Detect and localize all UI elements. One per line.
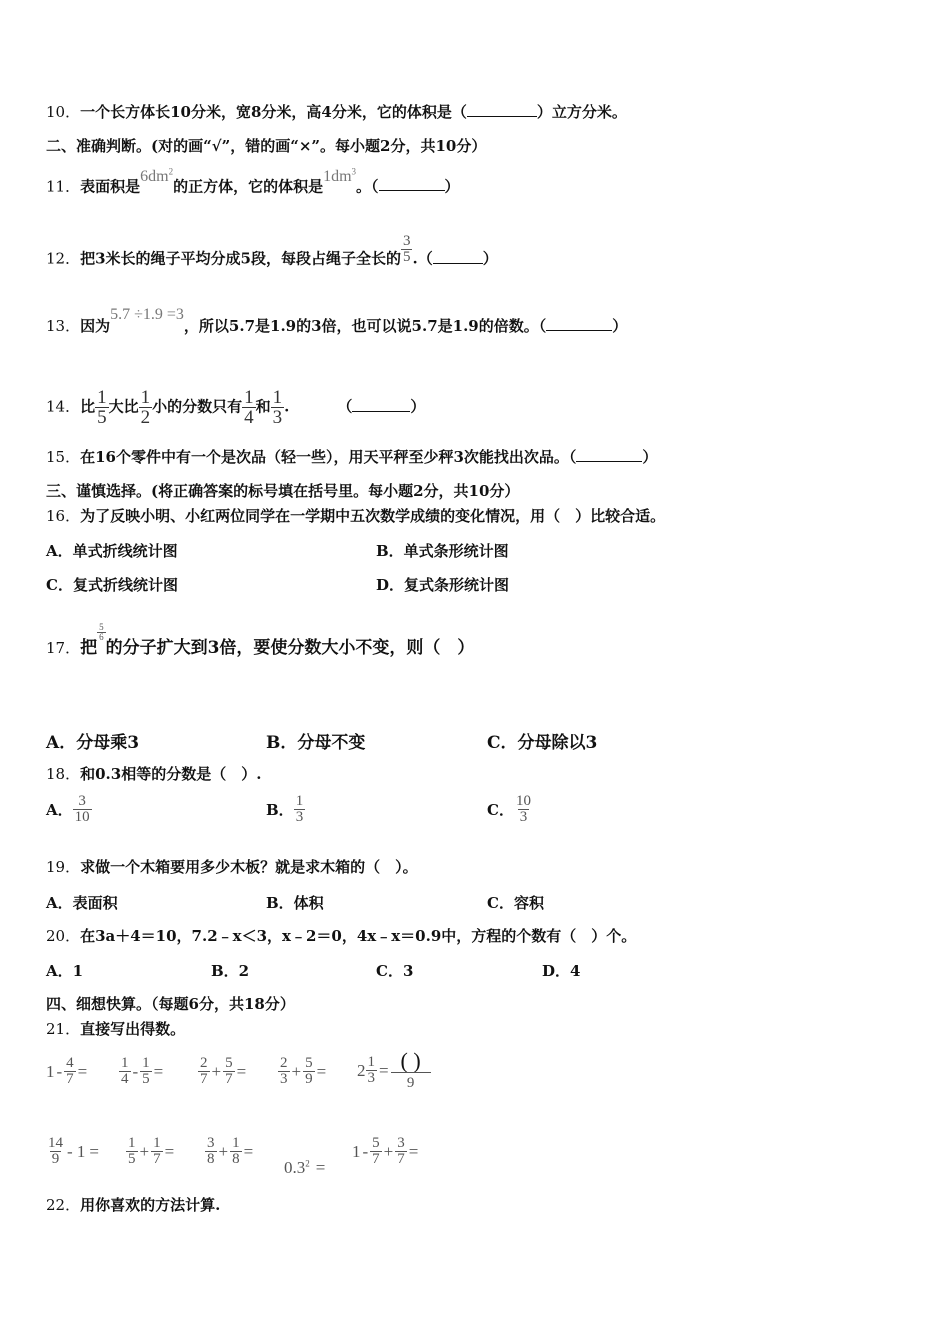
denominator: 5 <box>128 1151 136 1167</box>
question-text-tail: ） <box>612 317 628 335</box>
numerator: 10 <box>515 793 531 809</box>
operator: - <box>132 1061 139 1081</box>
numerator: 1 <box>272 387 283 408</box>
question-number: 22． <box>46 1196 81 1214</box>
fraction-10-3 <box>514 794 533 825</box>
denominator: 3 <box>280 1071 288 1087</box>
denominator: 7 <box>225 1071 233 1087</box>
option-a[interactable]: A．分母乘3 <box>46 733 140 753</box>
question-number: 14． <box>46 397 81 416</box>
expression-2 <box>119 1056 165 1087</box>
question-number: 16． <box>46 507 81 525</box>
question-number: 11． <box>46 177 81 196</box>
fraction <box>126 1136 138 1167</box>
numerator: 2 <box>200 1055 208 1071</box>
numerator: 1 <box>121 1055 129 1071</box>
option-label: B． <box>266 801 294 819</box>
question-15 <box>46 447 657 467</box>
question-17 <box>46 622 475 658</box>
denominator: 4 <box>121 1071 129 1087</box>
equals-sign: = <box>236 1061 247 1081</box>
numerator: 1 <box>232 1135 240 1151</box>
section-2-title <box>46 136 486 156</box>
expression-10 <box>352 1136 420 1167</box>
math-base: 1dm <box>323 168 352 186</box>
question-10 <box>46 102 627 122</box>
denominator: 7 <box>372 1151 380 1167</box>
fraction-3-10 <box>73 794 92 825</box>
answer-blank[interactable] <box>576 447 642 462</box>
question-19 <box>46 857 418 877</box>
option-b[interactable]: B．体积 <box>266 894 324 912</box>
numerator: 3 <box>78 793 86 809</box>
question-number: 21． <box>46 1020 81 1038</box>
fill-in-fraction[interactable] <box>391 1050 431 1091</box>
operator: + <box>139 1141 150 1161</box>
numerator: 1 <box>140 387 151 408</box>
numerator: 5 <box>372 1135 380 1151</box>
question-number: 20． <box>46 927 81 945</box>
numerator: 1 <box>142 1055 150 1071</box>
numerator: 1 <box>153 1135 161 1151</box>
option-a[interactable]: A．表面积 <box>46 894 118 912</box>
power-base: 0.3 <box>284 1158 306 1177</box>
question-text: 把 <box>80 638 98 658</box>
question-18 <box>46 764 261 784</box>
numerator: 1 <box>295 793 304 809</box>
numerator: 5 <box>225 1055 233 1071</box>
expression-3 <box>198 1056 248 1087</box>
operator: - <box>56 1061 63 1081</box>
question-text: 用你喜欢的方法计算. <box>80 1196 221 1214</box>
fraction <box>230 1136 242 1167</box>
math-exponent: 2 <box>168 167 174 177</box>
equals-sign: = <box>315 1158 326 1177</box>
fraction <box>205 1136 217 1167</box>
question-text-tail: ） <box>410 397 426 416</box>
denominator: 5 <box>402 249 411 265</box>
denominator: 6 <box>99 632 104 642</box>
fraction <box>278 1056 290 1087</box>
denominator: 7 <box>66 1071 74 1087</box>
fraction-1-5 <box>95 388 109 427</box>
question-13 <box>46 306 628 337</box>
question-11 <box>46 167 460 197</box>
fraction <box>119 1056 131 1087</box>
answer-blank[interactable] <box>352 397 410 412</box>
equals-sign: = <box>153 1061 164 1081</box>
math-division: 5.7 ÷1.9 =3 <box>110 306 184 323</box>
fraction-1-3 <box>271 388 285 427</box>
option-b[interactable]: B．单式条形统计图 <box>376 542 509 560</box>
equals-sign: = <box>379 1060 389 1080</box>
denominator: 8 <box>232 1151 240 1167</box>
option-d[interactable]: D．4 <box>542 962 581 980</box>
equals-sign: = <box>408 1141 419 1161</box>
expression-5 <box>357 1050 431 1091</box>
section-title-text: 二、准确判断。(对的画“√”，错的画“×”。每小题2分，共10分） <box>46 137 487 155</box>
question-number: 19． <box>46 858 81 876</box>
question-21 <box>46 1019 185 1039</box>
denominator: 3 <box>272 407 283 428</box>
denominator: 5 <box>142 1071 150 1087</box>
option-c[interactable]: C．3 <box>376 962 414 980</box>
question-number: 17． <box>46 639 81 657</box>
question-14 <box>46 388 425 427</box>
question-number: 12． <box>46 249 81 268</box>
denominator: 3 <box>367 1070 375 1086</box>
denominator: 7 <box>397 1151 405 1167</box>
fraction <box>198 1056 210 1087</box>
numerator: 3 <box>207 1135 215 1151</box>
option-label: C． <box>487 801 514 819</box>
question-text: 。（ <box>356 177 379 196</box>
question-text: . <box>284 397 290 416</box>
option-a[interactable]: A．1 <box>46 962 84 980</box>
denominator: 3 <box>519 809 528 825</box>
option-d[interactable]: D．复式条形统计图 <box>376 576 510 594</box>
question-text: 比 <box>80 397 96 416</box>
option-c[interactable]: C．容积 <box>487 894 544 912</box>
operator: + <box>218 1141 229 1161</box>
denominator: 7 <box>200 1071 208 1087</box>
denominator: 2 <box>140 407 151 428</box>
whole-number: 1 <box>352 1141 361 1161</box>
denominator: 8 <box>207 1151 215 1167</box>
question-text: 在3a＋4＝10，7.2﹣x＜3，x﹣2＝0，4x﹣x＝0.9中，方程的个数有（ ）个。 <box>80 927 637 945</box>
equals-sign: = <box>164 1141 175 1161</box>
numerator: 5 <box>99 622 104 632</box>
answer-blank[interactable] <box>433 249 483 264</box>
fraction-3-5 <box>401 234 413 265</box>
operator: + <box>211 1061 222 1081</box>
equals-sign: = <box>89 1141 100 1161</box>
numerator: 1 <box>367 1054 375 1070</box>
section-title-text: 四、细想快算。（每题6分，共18分） <box>46 995 295 1013</box>
math-area-6dm2 <box>140 168 173 185</box>
denominator: 10 <box>74 809 90 825</box>
question-text-tail: ） <box>482 249 498 268</box>
question-20 <box>46 926 636 946</box>
fraction-1-3 <box>294 794 306 825</box>
option-b[interactable]: B．2 <box>211 962 250 980</box>
question-text-tail: ） <box>642 448 658 466</box>
math-volume-1dm3 <box>323 168 356 185</box>
expression-8 <box>205 1136 255 1167</box>
option-c[interactable] <box>487 794 533 825</box>
option-label: A． <box>46 801 73 819</box>
question-text-tail: ） <box>444 177 460 196</box>
equals-sign: = <box>316 1061 327 1081</box>
operator: - 1 <box>67 1141 86 1161</box>
question-number: 10． <box>46 103 81 121</box>
fraction <box>64 1056 76 1087</box>
expression-4 <box>278 1056 328 1087</box>
operator: + <box>383 1141 394 1161</box>
fraction <box>303 1056 315 1087</box>
numerator: 1 <box>244 387 254 408</box>
option-b[interactable] <box>266 794 305 825</box>
question-text: 在16个零件中有一个是次品（轻一些），用天平秤至少秤3次能找出次品。（ <box>80 448 577 466</box>
question-text: 小的分数只有 <box>152 397 243 416</box>
numerator: 1 <box>128 1135 136 1151</box>
power-expression <box>284 1158 310 1178</box>
fraction <box>370 1136 382 1167</box>
denominator: 9 <box>51 1151 60 1167</box>
numerator: 14 <box>48 1135 63 1151</box>
question-text: .（ <box>412 249 433 268</box>
section-title-text: 三、谨慎选择。(将正确答案的标号填在括号里。每小题2分，共10分） <box>46 482 520 500</box>
question-text: 直接写出得数。 <box>80 1020 186 1038</box>
question-text: 一个长方体长10分米，宽8分米，高4分米，它的体积是（ <box>80 103 467 121</box>
fraction <box>223 1056 235 1087</box>
option-b[interactable]: B．分母不变 <box>266 733 366 753</box>
question-text: 的正方体，它的体积是 <box>173 177 324 196</box>
question-text: 和 <box>255 397 271 416</box>
question-text: 的分子扩大到3倍，要使分数大小不变，则（ ） <box>105 638 475 658</box>
fraction-1-4 <box>242 388 256 427</box>
numerator: 4 <box>66 1055 74 1071</box>
question-text: ，所以5.7是1.9的3倍，也可以说5.7是1.9的倍数。（ <box>183 317 547 335</box>
question-number: 13． <box>46 317 81 335</box>
math-exponent: 3 <box>351 167 357 177</box>
question-22 <box>46 1195 220 1215</box>
option-c[interactable]: C．复式折线统计图 <box>46 576 178 594</box>
section-4-title <box>46 994 295 1014</box>
question-text: 表面积是 <box>80 177 141 196</box>
question-12 <box>46 233 498 275</box>
operator: - <box>362 1141 369 1161</box>
denominator: 9 <box>391 1072 431 1091</box>
expression-9 <box>284 1158 327 1178</box>
answer-blank[interactable] <box>467 102 537 117</box>
denominator: 5 <box>97 407 107 428</box>
question-text: 大比 <box>108 397 139 416</box>
numerator: 5 <box>305 1055 313 1071</box>
question-text: 把3米长的绳子平均分成5段，每段占绳子全长的 <box>80 249 401 268</box>
equals-sign: = <box>77 1061 88 1081</box>
fraction-5-6 <box>97 623 106 642</box>
power-exponent: 2 <box>305 1158 310 1169</box>
operator: + <box>291 1061 302 1081</box>
question-text: 为了反映小明、小红两位同学在一学期中五次数学成绩的变化情况，用（ ）比较合适。 <box>80 507 666 525</box>
numerator: 3 <box>402 233 411 249</box>
math-base: 6dm <box>140 168 169 186</box>
numerator: 3 <box>397 1135 405 1151</box>
expression-7 <box>126 1136 176 1167</box>
fraction <box>366 1055 378 1086</box>
question-16 <box>46 506 665 526</box>
numerator: 2 <box>280 1055 288 1071</box>
equals-sign: = <box>243 1141 254 1161</box>
question-number: 15． <box>46 448 81 466</box>
whole-number: 1 <box>46 1061 55 1081</box>
fraction <box>395 1136 407 1167</box>
option-a[interactable] <box>46 794 92 825</box>
fraction <box>46 1136 65 1167</box>
question-text-tail: ）立方分米。 <box>536 103 627 121</box>
denominator: 4 <box>244 407 254 428</box>
fraction-1-2 <box>139 388 153 427</box>
whole-number: 2 <box>357 1060 366 1080</box>
section-3-title <box>46 481 519 501</box>
answer-blank[interactable] <box>546 316 612 331</box>
fraction <box>140 1056 152 1087</box>
fraction <box>151 1136 163 1167</box>
denominator: 3 <box>295 809 304 825</box>
question-text: 和0.3相等的分数是（ ）. <box>80 765 262 783</box>
option-c[interactable]: C．分母除以3 <box>487 733 598 753</box>
denominator: 9 <box>305 1071 313 1087</box>
question-text: （ <box>337 397 353 416</box>
numerator: 1 <box>97 387 107 408</box>
expression-6 <box>46 1136 101 1167</box>
option-a[interactable]: A．单式折线统计图 <box>46 542 178 560</box>
answer-blank[interactable] <box>379 176 445 191</box>
denominator: 7 <box>153 1151 161 1167</box>
question-text: 因为 <box>80 317 111 335</box>
question-number: 18． <box>46 765 81 783</box>
numerator-blank[interactable]: ( ) <box>400 1048 421 1073</box>
expression-1 <box>46 1056 89 1087</box>
question-text: 求做一个木箱要用多少木板？就是求木箱的（ ）。 <box>80 858 418 876</box>
